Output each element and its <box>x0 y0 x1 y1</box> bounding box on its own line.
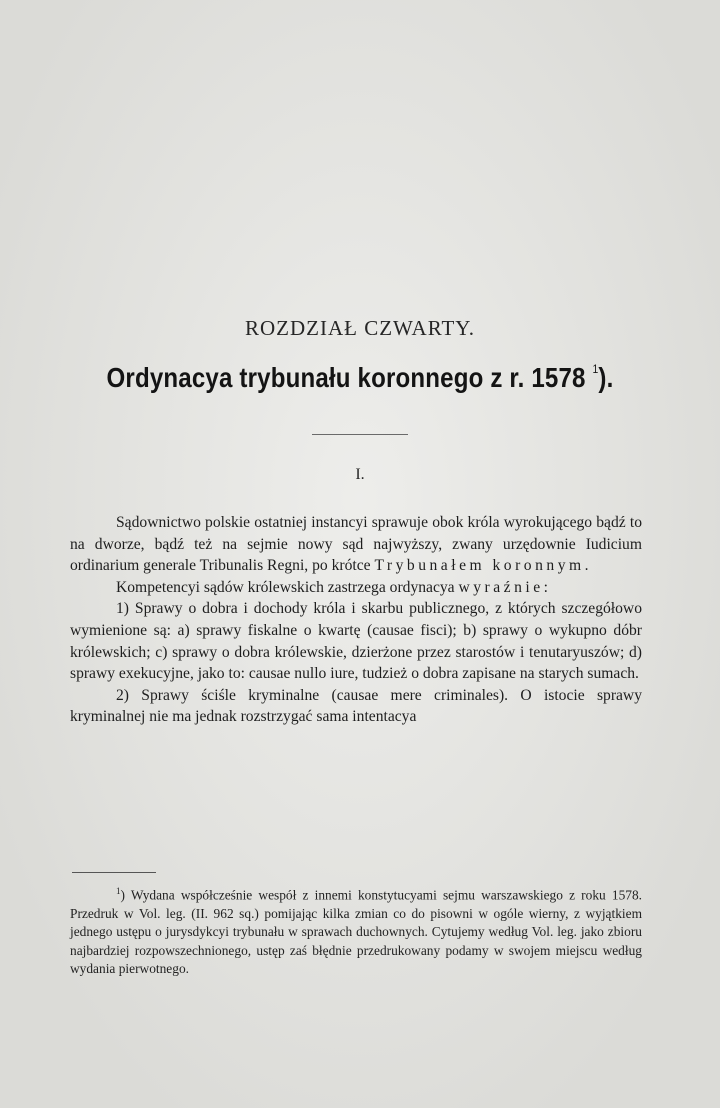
paragraph-2-text: Kompetencyi sądów królewskich zastrzega ordynacya <box>116 578 459 596</box>
footnote-mark: 1 <box>116 886 121 896</box>
paragraph-1-spaced-term: Trybunałem koronnym. <box>374 557 593 575</box>
footnotes <box>70 882 642 979</box>
title-footnote-mark[interactable]: 1 <box>592 362 599 376</box>
footnote-divider <box>72 872 156 873</box>
footnote-1: $^1$) Wydana współcześnie wespół z innemi konstytucyami sejmu warszawskiego z roku 1578. Przedruk w Vol. leg. (II. 962 sq.) pomijając kilka zmian co do pisowni w ogóle wierny, z wyjątkiem jednego ustępu o jurysdykcyi trybunału w sprawach duchownych. Cytujemy według Vol. leg. jako zbioru najbardziej rozpowszechnionego, ustęp zaś błędnie przedrukowany podamy w swojem miejscu według wydania pierwotnego. <box>70 886 642 977</box>
body-text <box>70 512 642 728</box>
chapter-heading: ROZDZIAŁ CZWARTY. <box>244 316 475 340</box>
chapter-title <box>102 362 618 394</box>
footnote-1-text: Wydana współcześnie wespół z innemi konstytucyami sejmu warszawskiego z roku 1578. Przedruk w Vol. leg. (II. 962 sq.) pomijając kilka zmian co do pisowni w ogóle wierny, z wyjątkiem jednego ustępu o jurysdykcyi trybunału w sprawach duchownych. Cytujemy według Vol. leg. jako zbioru najbardziej rozpowszechnionego, ustęp zaś błędnie przedrukowany podamy w swojem miejscu według wydania pierwotnego. <box>70 887 642 977</box>
title-divider <box>312 434 408 435</box>
section-number: I. <box>355 466 365 483</box>
chapter-title-text: Ordynacya trybunału koronnego z r. 1578 <box>106 362 586 393</box>
paragraph-1-text: Sądownictwo polskie ostatniej instancyi sprawuje obok króla wyrokującego bądź to na dworze, bądź też na sejmie nowy sąd najwyższy, zwany urzędownie Iudicium ordinarium generale Tribunalis Regni, po krótce <box>70 514 642 575</box>
paragraph-2 <box>70 577 642 599</box>
paragraph-1 <box>70 512 642 577</box>
paragraph-3: 1) Sprawy o dobra i dochody króla i skarbu publicznego, z których szczegółowo wymienione są: a) sprawy fiskalne o kwartę (causae fisci); b) sprawy o wykupno dóbr królewskich; c) sprawy o dobra królewskie, dzierżone przez starostów i tenutaryuszów; d) sprawy exekucyjne, jako to: causae nullo iure, tudzież o dobra zapisane na starych sumach. <box>70 600 642 683</box>
paragraph-2-spaced-term: wyraźnie: <box>458 578 552 596</box>
title-close: ). <box>598 362 614 393</box>
paragraph-4: 2) Sprawy ściśle kryminalne (causae mere criminales). O istocie sprawy kryminalnej nie ma jednak rozstrzygać sama intentacya <box>70 686 642 726</box>
